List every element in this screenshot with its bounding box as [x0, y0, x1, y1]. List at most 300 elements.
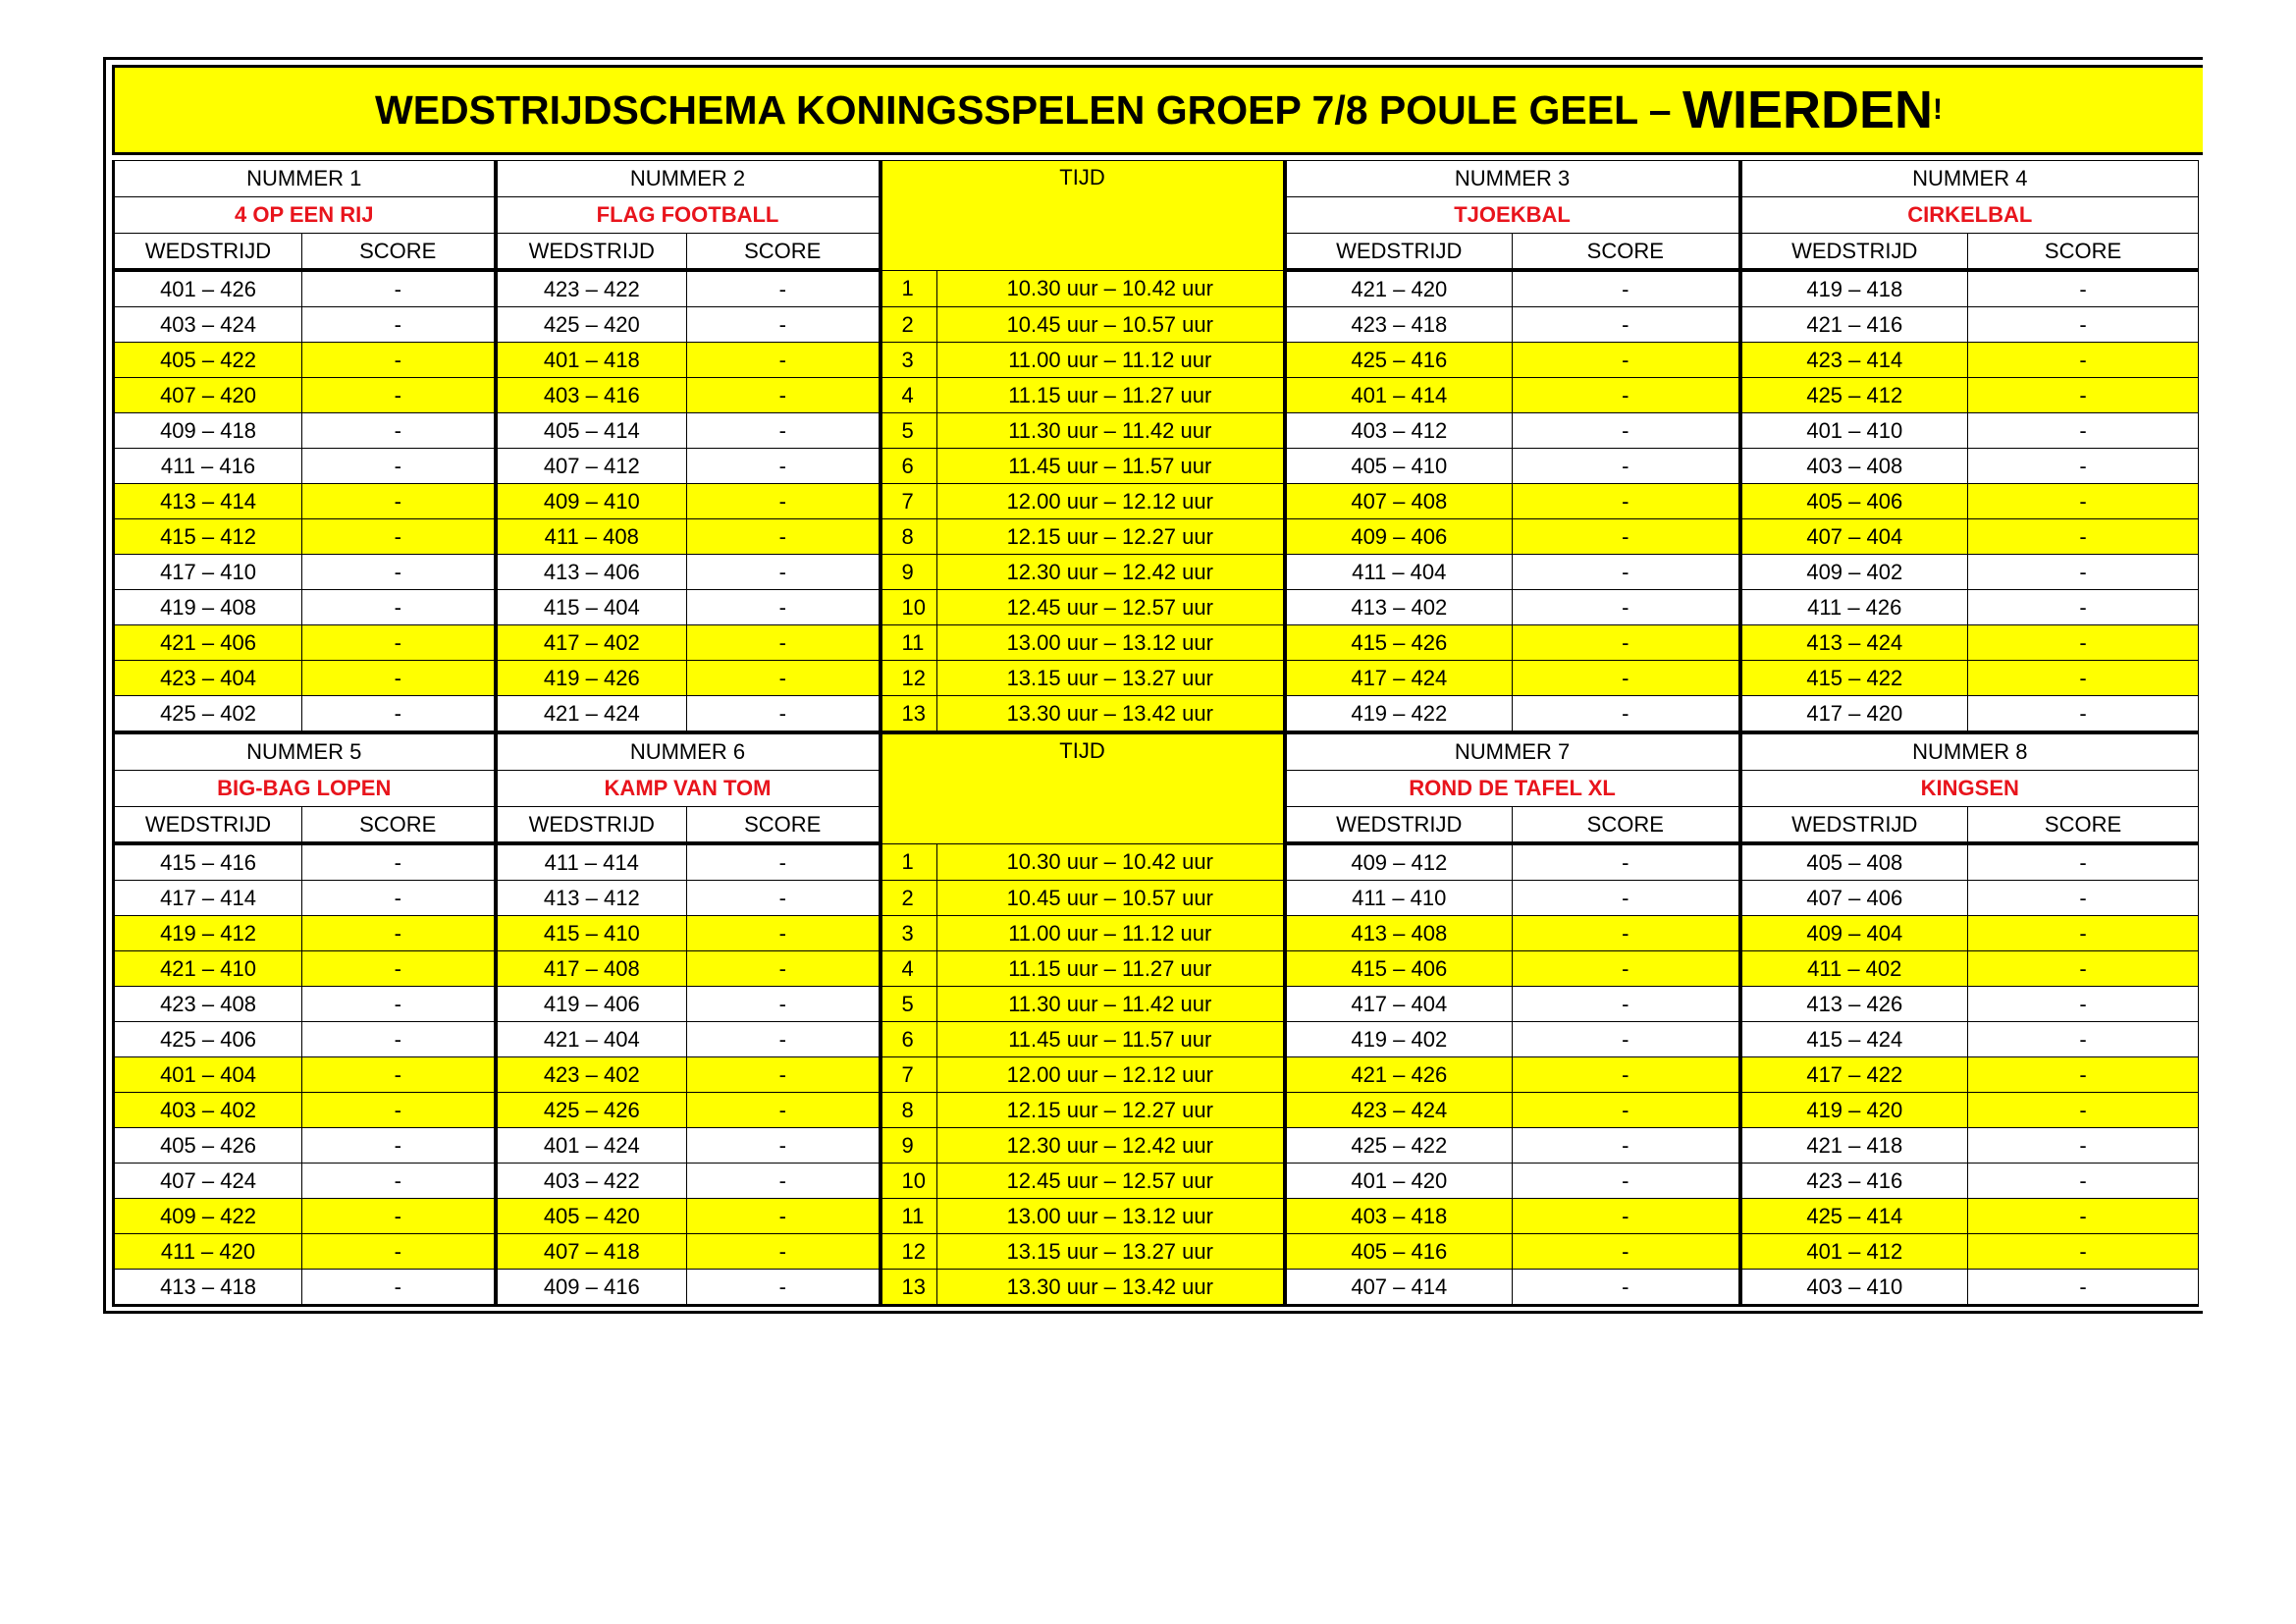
round-time: 13.30 uur – 13.42 uur: [937, 1270, 1285, 1306]
match-cell: 419 – 402: [1285, 1022, 1513, 1057]
score-cell: -: [1968, 881, 2199, 916]
score-cell: -: [1513, 696, 1740, 733]
match-cell: 425 – 412: [1740, 378, 1968, 413]
match-cell: 401 – 426: [114, 270, 302, 307]
score-cell: -: [1513, 661, 1740, 696]
score-cell: -: [302, 270, 496, 307]
score-cell: -: [687, 625, 881, 661]
round-time: 13.00 uur – 13.12 uur: [937, 625, 1285, 661]
score-cell: -: [1968, 625, 2199, 661]
table-row: [114, 590, 2199, 625]
round-time: 13.30 uur – 13.42 uur: [937, 696, 1285, 733]
match-cell: 409 – 406: [1285, 519, 1513, 555]
game-name-label: KAMP VAN TOM: [496, 771, 881, 807]
game-name-label: 4 OP EEN RIJ: [114, 197, 496, 234]
match-cell: 403 – 418: [1285, 1199, 1513, 1234]
score-cell: -: [687, 916, 881, 951]
score-cell: -: [302, 1128, 496, 1164]
score-cell: -: [687, 1199, 881, 1234]
score-cell: -: [687, 307, 881, 343]
score-cell: -: [1968, 1164, 2199, 1199]
match-cell: 401 – 418: [496, 343, 687, 378]
score-cell: -: [687, 1057, 881, 1093]
score-cell: -: [687, 590, 881, 625]
score-cell: -: [302, 916, 496, 951]
title-location: WIERDEN: [1682, 81, 1933, 139]
score-cell: -: [687, 1164, 881, 1199]
match-cell: 413 – 412: [496, 881, 687, 916]
round-time: 10.30 uur – 10.42 uur: [937, 843, 1285, 881]
score-cell: -: [302, 307, 496, 343]
score-cell: -: [302, 625, 496, 661]
match-cell: 407 – 404: [1740, 519, 1968, 555]
match-cell: 419 – 420: [1740, 1093, 1968, 1128]
round-number: 1: [881, 270, 937, 307]
table-row: [114, 413, 2199, 449]
score-cell: -: [1513, 449, 1740, 484]
score-cell: -: [1513, 484, 1740, 519]
title-main: WEDSTRIJDSCHEMA KONINGSSPELEN GROEP 7/8 POULE GEEL –: [375, 86, 1682, 133]
score-cell: -: [1513, 307, 1740, 343]
match-cell: 409 – 416: [496, 1270, 687, 1306]
score-cell: -: [1513, 519, 1740, 555]
score-header: SCORE: [302, 807, 496, 844]
wedstrijd-header: WEDSTRIJD: [1740, 807, 1968, 844]
match-cell: 409 – 422: [114, 1199, 302, 1234]
score-cell: -: [302, 1234, 496, 1270]
score-cell: -: [1513, 590, 1740, 625]
score-cell: -: [1513, 343, 1740, 378]
score-cell: -: [302, 661, 496, 696]
score-cell: -: [687, 951, 881, 987]
table-row: [114, 1199, 2199, 1234]
match-cell: 411 – 404: [1285, 555, 1513, 590]
score-header: SCORE: [1513, 234, 1740, 271]
match-cell: 417 – 410: [114, 555, 302, 590]
match-cell: 419 – 408: [114, 590, 302, 625]
score-cell: -: [687, 696, 881, 733]
round-number: 11: [881, 625, 937, 661]
match-cell: 419 – 426: [496, 661, 687, 696]
match-cell: 403 – 412: [1285, 413, 1513, 449]
round-time: 11.30 uur – 11.42 uur: [937, 413, 1285, 449]
round-time: 11.45 uur – 11.57 uur: [937, 449, 1285, 484]
game-number-label: NUMMER 2: [496, 161, 881, 197]
game-number-label: NUMMER 5: [114, 732, 496, 771]
score-cell: -: [302, 519, 496, 555]
match-cell: 403 – 408: [1740, 449, 1968, 484]
table-row: [114, 1234, 2199, 1270]
score-cell: -: [1968, 1022, 2199, 1057]
score-cell: -: [1513, 916, 1740, 951]
score-cell: -: [1513, 1164, 1740, 1199]
table-row: [114, 881, 2199, 916]
score-cell: -: [1513, 378, 1740, 413]
score-cell: -: [1968, 519, 2199, 555]
match-cell: 403 – 416: [496, 378, 687, 413]
score-cell: -: [1513, 843, 1740, 881]
score-cell: -: [1513, 413, 1740, 449]
round-number: 8: [881, 519, 937, 555]
score-header: SCORE: [687, 234, 881, 271]
score-cell: -: [1968, 696, 2199, 733]
score-cell: -: [1513, 1270, 1740, 1306]
score-cell: -: [687, 413, 881, 449]
round-time: 10.45 uur – 10.57 uur: [937, 881, 1285, 916]
round-number: 5: [881, 987, 937, 1022]
table-row: [114, 555, 2199, 590]
score-cell: -: [302, 696, 496, 733]
match-cell: 413 – 426: [1740, 987, 1968, 1022]
match-cell: 417 – 420: [1740, 696, 1968, 733]
match-cell: 401 – 404: [114, 1057, 302, 1093]
game-number-label: NUMMER 8: [1740, 732, 2199, 771]
match-cell: 405 – 410: [1285, 449, 1513, 484]
match-cell: 425 – 420: [496, 307, 687, 343]
match-cell: 423 – 408: [114, 987, 302, 1022]
score-cell: -: [687, 1234, 881, 1270]
table-row: [114, 484, 2199, 519]
round-number: 7: [881, 484, 937, 519]
match-cell: 401 – 410: [1740, 413, 1968, 449]
score-cell: -: [302, 987, 496, 1022]
score-cell: -: [1513, 270, 1740, 307]
score-cell: -: [302, 1199, 496, 1234]
wedstrijd-header: WEDSTRIJD: [114, 234, 302, 271]
score-cell: -: [1968, 843, 2199, 881]
match-cell: 401 – 414: [1285, 378, 1513, 413]
round-time: 11.00 uur – 11.12 uur: [937, 343, 1285, 378]
match-cell: 401 – 412: [1740, 1234, 1968, 1270]
match-cell: 407 – 418: [496, 1234, 687, 1270]
round-number: 1: [881, 843, 937, 881]
match-cell: 421 – 420: [1285, 270, 1513, 307]
match-cell: 419 – 406: [496, 987, 687, 1022]
score-cell: -: [687, 484, 881, 519]
match-cell: 403 – 424: [114, 307, 302, 343]
round-time: 13.15 uur – 13.27 uur: [937, 661, 1285, 696]
round-time: 13.15 uur – 13.27 uur: [937, 1234, 1285, 1270]
score-cell: -: [302, 1093, 496, 1128]
round-number: 10: [881, 1164, 937, 1199]
score-cell: -: [1513, 625, 1740, 661]
table-row: [114, 1022, 2199, 1057]
score-cell: -: [1513, 1199, 1740, 1234]
round-number: 9: [881, 1128, 937, 1164]
match-cell: 411 – 426: [1740, 590, 1968, 625]
title-exclamation: !: [1933, 93, 1943, 126]
score-cell: -: [1513, 1234, 1740, 1270]
match-cell: 411 – 414: [496, 843, 687, 881]
match-cell: 421 – 426: [1285, 1057, 1513, 1093]
match-cell: 411 – 402: [1740, 951, 1968, 987]
table-row: [114, 1128, 2199, 1164]
match-cell: 405 – 420: [496, 1199, 687, 1234]
table-row: [114, 625, 2199, 661]
round-time: 10.45 uur – 10.57 uur: [937, 307, 1285, 343]
wedstrijd-header: WEDSTRIJD: [114, 807, 302, 844]
match-cell: 409 – 410: [496, 484, 687, 519]
score-cell: -: [687, 270, 881, 307]
match-cell: 409 – 402: [1740, 555, 1968, 590]
round-number: 11: [881, 1199, 937, 1234]
match-cell: 407 – 414: [1285, 1270, 1513, 1306]
game-name-label: BIG-BAG LOPEN: [114, 771, 496, 807]
score-cell: -: [1968, 916, 2199, 951]
match-cell: 403 – 410: [1740, 1270, 1968, 1306]
match-cell: 417 – 424: [1285, 661, 1513, 696]
match-cell: 409 – 412: [1285, 843, 1513, 881]
match-cell: 413 – 424: [1740, 625, 1968, 661]
schedule-table: [112, 160, 2199, 1307]
score-header: SCORE: [1968, 807, 2199, 844]
score-cell: -: [1968, 1270, 2199, 1306]
game-number-label: NUMMER 1: [114, 161, 496, 197]
score-cell: -: [1513, 951, 1740, 987]
round-number: 6: [881, 1022, 937, 1057]
match-cell: 423 – 404: [114, 661, 302, 696]
match-cell: 405 – 422: [114, 343, 302, 378]
round-number: 4: [881, 378, 937, 413]
score-cell: -: [1513, 1022, 1740, 1057]
game-number-label: NUMMER 3: [1285, 161, 1740, 197]
match-cell: 417 – 408: [496, 951, 687, 987]
table-row: [114, 843, 2199, 881]
score-cell: -: [1968, 343, 2199, 378]
match-cell: 415 – 426: [1285, 625, 1513, 661]
round-number: 13: [881, 1270, 937, 1306]
round-time: 12.00 uur – 12.12 uur: [937, 484, 1285, 519]
score-cell: -: [302, 378, 496, 413]
score-cell: -: [1968, 449, 2199, 484]
score-cell: -: [1968, 378, 2199, 413]
match-cell: 423 – 418: [1285, 307, 1513, 343]
match-cell: 415 – 416: [114, 843, 302, 881]
match-cell: 421 – 406: [114, 625, 302, 661]
table-row: [114, 270, 2199, 307]
match-cell: 423 – 424: [1285, 1093, 1513, 1128]
round-number: 13: [881, 696, 937, 733]
table-row: [114, 987, 2199, 1022]
game-name-label: ROND DE TAFEL XL: [1285, 771, 1740, 807]
round-time: 12.15 uur – 12.27 uur: [937, 1093, 1285, 1128]
table-row: [114, 1270, 2199, 1306]
score-cell: -: [1968, 1234, 2199, 1270]
score-cell: -: [302, 1270, 496, 1306]
round-time: 12.00 uur – 12.12 uur: [937, 1057, 1285, 1093]
round-number: 12: [881, 1234, 937, 1270]
tijd-header: TIJD: [881, 732, 1285, 843]
round-number: 3: [881, 343, 937, 378]
table-row: [114, 1164, 2199, 1199]
score-cell: -: [302, 555, 496, 590]
match-cell: 421 – 410: [114, 951, 302, 987]
round-number: 9: [881, 555, 937, 590]
round-time: 11.30 uur – 11.42 uur: [937, 987, 1285, 1022]
match-cell: 401 – 420: [1285, 1164, 1513, 1199]
score-cell: -: [1968, 307, 2199, 343]
game-name-label: TJOEKBAL: [1285, 197, 1740, 234]
match-cell: 415 – 422: [1740, 661, 1968, 696]
schedule-frame: [103, 57, 2203, 1314]
match-cell: 417 – 422: [1740, 1057, 1968, 1093]
round-time: 11.00 uur – 11.12 uur: [937, 916, 1285, 951]
game-number-label: NUMMER 7: [1285, 732, 1740, 771]
match-cell: 405 – 414: [496, 413, 687, 449]
score-cell: -: [1968, 413, 2199, 449]
score-cell: -: [687, 843, 881, 881]
score-cell: -: [1513, 881, 1740, 916]
tijd-header: TIJD: [881, 161, 1285, 271]
score-cell: -: [1968, 1093, 2199, 1128]
score-cell: -: [302, 1057, 496, 1093]
round-time: 12.45 uur – 12.57 uur: [937, 590, 1285, 625]
score-header: SCORE: [687, 807, 881, 844]
table-row: [114, 696, 2199, 733]
match-cell: 423 – 422: [496, 270, 687, 307]
round-time: 11.15 uur – 11.27 uur: [937, 378, 1285, 413]
table-row: [114, 519, 2199, 555]
score-cell: -: [1968, 1057, 2199, 1093]
game-name-label: CIRKELBAL: [1740, 197, 2199, 234]
match-cell: 417 – 402: [496, 625, 687, 661]
match-cell: 403 – 402: [114, 1093, 302, 1128]
match-cell: 425 – 414: [1740, 1199, 1968, 1234]
score-cell: -: [1968, 484, 2199, 519]
wedstrijd-header: WEDSTRIJD: [496, 234, 687, 271]
match-cell: 407 – 420: [114, 378, 302, 413]
score-cell: -: [687, 519, 881, 555]
score-cell: -: [1513, 987, 1740, 1022]
match-cell: 425 – 406: [114, 1022, 302, 1057]
score-header: SCORE: [1968, 234, 2199, 271]
match-cell: 423 – 414: [1740, 343, 1968, 378]
round-number: 10: [881, 590, 937, 625]
match-cell: 407 – 408: [1285, 484, 1513, 519]
score-cell: -: [1968, 590, 2199, 625]
round-number: 6: [881, 449, 937, 484]
score-cell: -: [687, 987, 881, 1022]
match-cell: 413 – 402: [1285, 590, 1513, 625]
match-cell: 411 – 408: [496, 519, 687, 555]
wedstrijd-header: WEDSTRIJD: [1285, 807, 1513, 844]
round-number: 5: [881, 413, 937, 449]
score-cell: -: [687, 661, 881, 696]
match-cell: 425 – 422: [1285, 1128, 1513, 1164]
round-number: 2: [881, 881, 937, 916]
score-cell: -: [302, 1164, 496, 1199]
score-header: SCORE: [302, 234, 496, 271]
match-cell: 423 – 402: [496, 1057, 687, 1093]
table-row: [114, 951, 2199, 987]
match-cell: 411 – 416: [114, 449, 302, 484]
match-cell: 421 – 416: [1740, 307, 1968, 343]
match-cell: 417 – 414: [114, 881, 302, 916]
table-row: [114, 1093, 2199, 1128]
score-cell: -: [1513, 1128, 1740, 1164]
round-number: 4: [881, 951, 937, 987]
round-time: 12.15 uur – 12.27 uur: [937, 519, 1285, 555]
score-cell: -: [302, 843, 496, 881]
match-cell: 413 – 418: [114, 1270, 302, 1306]
wedstrijd-header: WEDSTRIJD: [496, 807, 687, 844]
score-cell: -: [302, 343, 496, 378]
score-cell: -: [302, 590, 496, 625]
score-cell: -: [687, 555, 881, 590]
match-cell: 423 – 416: [1740, 1164, 1968, 1199]
round-number: 8: [881, 1093, 937, 1128]
match-cell: 411 – 420: [114, 1234, 302, 1270]
match-cell: 419 – 422: [1285, 696, 1513, 733]
table-row: [114, 378, 2199, 413]
score-cell: -: [302, 484, 496, 519]
match-cell: 407 – 406: [1740, 881, 1968, 916]
match-cell: 405 – 408: [1740, 843, 1968, 881]
score-cell: -: [1968, 1199, 2199, 1234]
score-header: SCORE: [1513, 807, 1740, 844]
match-cell: 407 – 412: [496, 449, 687, 484]
table-row: [114, 307, 2199, 343]
score-cell: -: [1968, 1128, 2199, 1164]
match-cell: 413 – 406: [496, 555, 687, 590]
score-cell: -: [302, 449, 496, 484]
score-cell: -: [687, 1093, 881, 1128]
game-number-label: NUMMER 6: [496, 732, 881, 771]
match-cell: 415 – 410: [496, 916, 687, 951]
match-cell: 415 – 424: [1740, 1022, 1968, 1057]
page-title: [112, 65, 2203, 155]
match-cell: 411 – 410: [1285, 881, 1513, 916]
score-cell: -: [302, 1022, 496, 1057]
score-cell: -: [302, 951, 496, 987]
game-name-label: KINGSEN: [1740, 771, 2199, 807]
match-cell: 403 – 422: [496, 1164, 687, 1199]
table-row: [114, 661, 2199, 696]
score-cell: -: [302, 413, 496, 449]
match-cell: 421 – 404: [496, 1022, 687, 1057]
table-row: [114, 1057, 2199, 1093]
score-cell: -: [1968, 270, 2199, 307]
round-time: 11.45 uur – 11.57 uur: [937, 1022, 1285, 1057]
table-row: [114, 343, 2199, 378]
match-cell: 405 – 406: [1740, 484, 1968, 519]
score-cell: -: [1513, 1057, 1740, 1093]
score-cell: -: [1513, 1093, 1740, 1128]
match-cell: 417 – 404: [1285, 987, 1513, 1022]
match-cell: 415 – 412: [114, 519, 302, 555]
score-cell: -: [1513, 555, 1740, 590]
match-cell: 415 – 406: [1285, 951, 1513, 987]
score-cell: -: [687, 1270, 881, 1306]
round-time: 12.30 uur – 12.42 uur: [937, 1128, 1285, 1164]
round-number: 3: [881, 916, 937, 951]
round-number: 12: [881, 661, 937, 696]
match-cell: 425 – 416: [1285, 343, 1513, 378]
match-cell: 415 – 404: [496, 590, 687, 625]
match-cell: 425 – 426: [496, 1093, 687, 1128]
match-cell: 409 – 418: [114, 413, 302, 449]
score-cell: -: [302, 881, 496, 916]
game-name-label: FLAG FOOTBALL: [496, 197, 881, 234]
score-cell: -: [1968, 661, 2199, 696]
wedstrijd-header: WEDSTRIJD: [1285, 234, 1513, 271]
score-cell: -: [687, 881, 881, 916]
match-cell: 421 – 418: [1740, 1128, 1968, 1164]
round-number: 7: [881, 1057, 937, 1093]
table-row: [114, 916, 2199, 951]
wedstrijd-header: WEDSTRIJD: [1740, 234, 1968, 271]
match-cell: 405 – 426: [114, 1128, 302, 1164]
